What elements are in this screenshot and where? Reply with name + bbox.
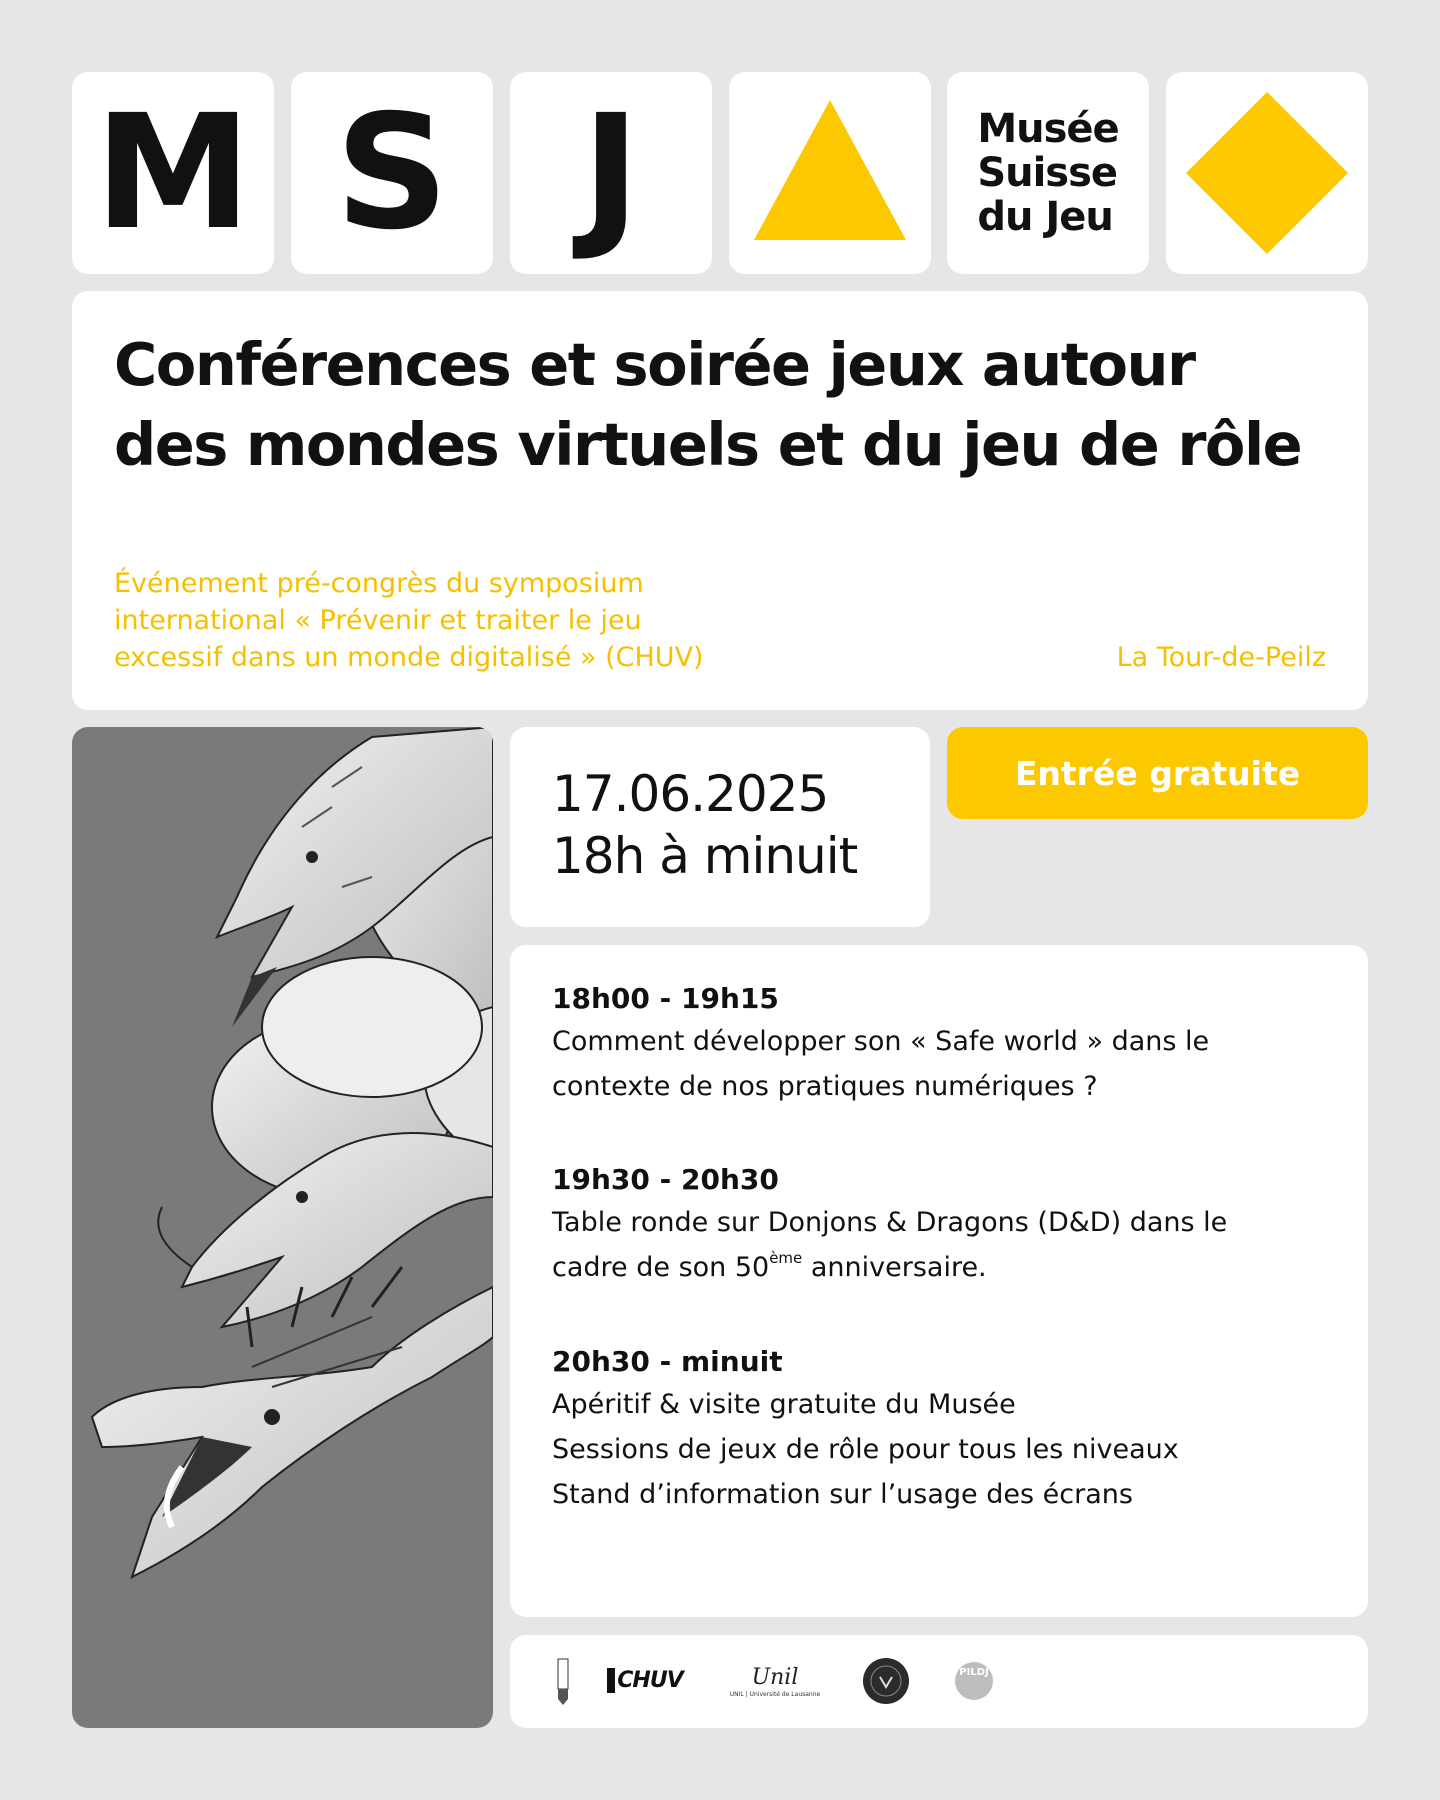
program-text: Table ronde sur Donjons & Dragons (D&D) dans le xyxy=(552,1207,1228,1238)
event-subtitle xyxy=(114,565,794,676)
partners-card xyxy=(510,1635,1368,1728)
superscript: ème xyxy=(769,1249,803,1267)
date-card xyxy=(510,727,930,927)
pildj-logo-text: PILDJ xyxy=(959,1667,989,1678)
triangle-icon xyxy=(729,72,931,274)
subtitle-line: international « Prévenir et traiter le jeu xyxy=(114,605,642,636)
logo-name-tile xyxy=(947,72,1149,274)
program-time: 18h00 - 19h15 xyxy=(552,982,779,1015)
title-line: Conférences et soirée jeux autour xyxy=(114,330,1195,399)
dragon-artwork xyxy=(72,727,493,1728)
event-hours: 18h à minuit xyxy=(552,827,858,885)
program-text: Stand d’information sur l’usage des écrans xyxy=(552,1479,1133,1510)
header-card xyxy=(72,291,1368,710)
program-text: Comment développer son « Safe world » dans le xyxy=(552,1026,1210,1057)
logo-name-line: du Jeu xyxy=(977,194,1113,240)
program-item xyxy=(552,979,1332,1109)
dragon-illustration xyxy=(72,727,493,1728)
seal-icon xyxy=(862,1657,910,1705)
logo-letter-s: S xyxy=(291,72,493,274)
subtitle-line: Événement pré-congrès du symposium xyxy=(114,568,644,599)
program-card xyxy=(510,945,1368,1617)
pildj-logo xyxy=(950,1655,998,1707)
logo-name-line: Suisse xyxy=(977,150,1118,196)
program-item xyxy=(552,1160,1332,1290)
vaud-crest-icon xyxy=(550,1655,576,1709)
subtitle-line: excessif dans un monde digitalisé » (CHUV) xyxy=(114,642,704,673)
page-title xyxy=(114,325,1364,485)
logo-diamond-tile xyxy=(1166,72,1368,274)
diamond-icon xyxy=(1166,72,1368,274)
unil-logo-script: Unil xyxy=(751,1664,799,1690)
chuv-logo xyxy=(610,1663,683,1697)
unil-logo-caption: UNIL | Université de Lausanne xyxy=(729,1690,821,1698)
event-date: 17.06.2025 xyxy=(552,765,829,823)
program-text: Sessions de jeux de rôle pour tous les niveaux xyxy=(552,1434,1179,1465)
program-time: 20h30 - minuit xyxy=(552,1345,783,1378)
logo-triangle-tile xyxy=(729,72,931,274)
free-entry-badge: Entrée gratuite xyxy=(947,727,1368,819)
chuv-logo-text: CHUV xyxy=(607,1668,682,1693)
event-location: La Tour-de-Peilz xyxy=(1116,642,1326,673)
title-line: des mondes virtuels et du jeu de rôle xyxy=(114,410,1302,479)
program-text: Apéritif & visite gratuite du Musée xyxy=(552,1389,1016,1420)
program-time: 19h30 - 20h30 xyxy=(552,1163,779,1196)
program-text-part: anniversaire. xyxy=(802,1252,987,1283)
program-text: contexte de nos pratiques numériques ? xyxy=(552,1071,1098,1102)
logo-letter-j: J xyxy=(510,72,712,274)
program-text-part: cadre de son 50 xyxy=(552,1252,770,1283)
program-item xyxy=(552,1342,1332,1517)
unil-logo xyxy=(720,1653,830,1709)
logo-name-line: Musée xyxy=(977,106,1119,152)
logo-letter-m: M xyxy=(72,72,274,274)
program-text xyxy=(552,1245,1332,1290)
vaud-logo xyxy=(550,1655,576,1709)
school-seal-logo xyxy=(862,1657,910,1705)
